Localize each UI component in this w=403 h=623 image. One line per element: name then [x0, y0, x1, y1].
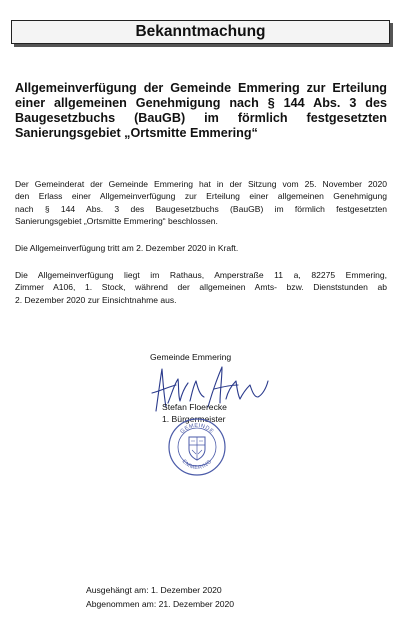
paragraph-line: Die Allgemeinverfügung liegt im Rathaus, Amperstraße 11 a, 82275 Emmering, [15, 270, 387, 280]
svg-text:EMMERING [181, 459, 214, 471]
paragraph-inspection [15, 269, 387, 306]
document-heading [15, 81, 387, 141]
paragraph-line: Die Allgemeinverfügung tritt am 2. Dezember 2020 in Kraft. [15, 243, 239, 253]
signatory-name: Stefan Floerecke [162, 402, 227, 412]
signatory-title: 1. Bürgermeister [162, 414, 226, 424]
official-seal [167, 417, 227, 477]
banner-title: Bekanntmachung [135, 23, 266, 40]
paragraph-line: Zimmer A106, 1. Stock, während der allgemeinen Amts- bzw. Dienststunden ab [15, 282, 387, 293]
announcement-banner [11, 20, 390, 44]
heading-line: Baugesetzbuchs (BauGB) im förmlich festgesetzten [15, 111, 387, 125]
seal-text-bottom: EMMERING [180, 458, 214, 472]
signature-municipality: Gemeinde Emmering [150, 352, 232, 362]
heading-line: Sanierungsgebiet „Ortsmitte Emmering“ [15, 126, 258, 140]
paragraph-line: nach § 144 Abs. 3 des Baugesetzbuchs (BauGB) im förmlich festgesetzten [15, 203, 387, 214]
paragraph-resolution [15, 178, 387, 228]
heading-line: einer allgemeinen Genehmigung nach § 144 Abs. 3 des [15, 96, 387, 110]
paragraph-effective-date [15, 242, 387, 254]
svg-text:GEMEINDE [179, 423, 214, 435]
paragraph-line: 2. Dezember 2020 zur Einsichtnahme aus. [15, 294, 177, 305]
removed-date: Abgenommen am: 21. Dezember 2020 [86, 599, 235, 609]
posted-date: Ausgehängt am: 1. Dezember 2020 [86, 585, 222, 595]
paragraph-line: den Erlass einer Allgemeinverfügung zur Erteilung einer allgemeinen Genehmigung [15, 191, 387, 202]
seal-text-top: GEMEINDE [179, 422, 215, 436]
paragraph-line: Der Gemeinderat der Gemeinde Emmering hat in der Sitzung vom 25. November 2020 [15, 179, 387, 189]
paragraph-line: Sanierungsgebiet „Ortsmitte Emmering“ beschlossen. [15, 216, 218, 227]
heading-line: Allgemeinverfügung der Gemeinde Emmering zur Erteilung [15, 81, 387, 95]
